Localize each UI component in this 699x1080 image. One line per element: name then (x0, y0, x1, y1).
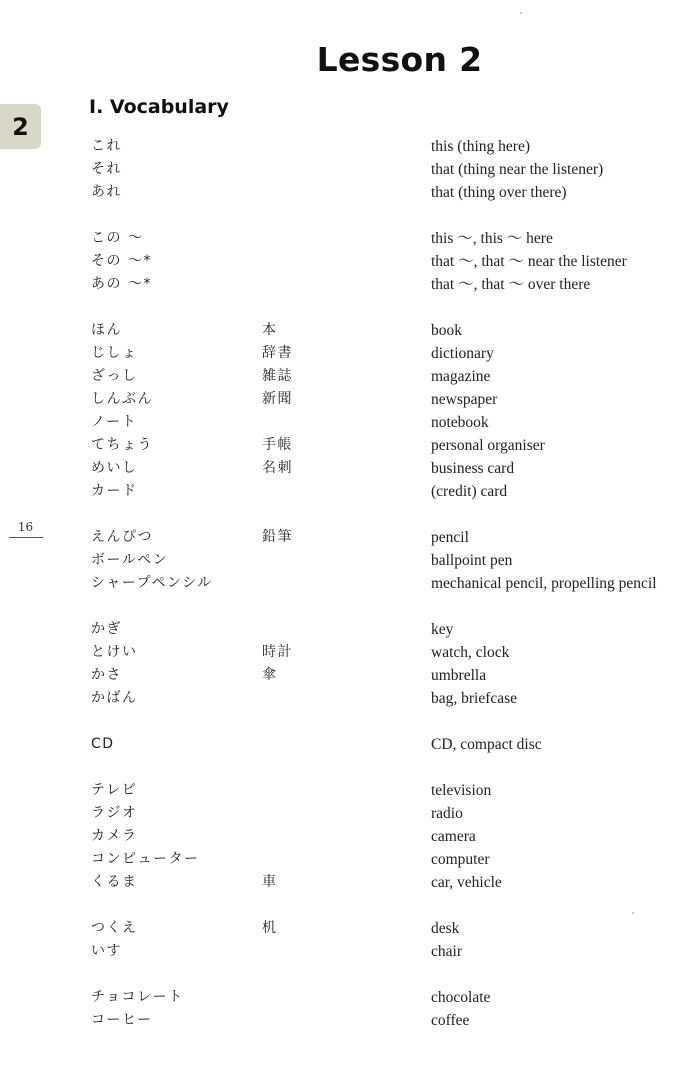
scan-speck (520, 12, 522, 14)
vocab-entry (91, 825, 691, 848)
vocab-kanji: 机 (262, 920, 278, 936)
vocab-entry (91, 664, 691, 687)
scan-speck (632, 912, 634, 914)
vocab-reading: その ～* (91, 253, 152, 269)
vocab-group (91, 135, 691, 204)
vocab-reading: ほん (91, 322, 122, 338)
vocab-entry (91, 871, 691, 894)
vocab-entry (91, 181, 691, 204)
vocab-kanji: 時計 (262, 644, 293, 660)
vocab-kanji: 車 (262, 874, 278, 890)
vocab-meaning: mechanical pencil, propelling pencil (431, 575, 657, 592)
vocab-entry (91, 986, 691, 1009)
vocab-meaning: this (thing here) (431, 138, 531, 155)
vocab-reading: ボールペン (91, 552, 169, 568)
vocab-reading: ラジオ (91, 805, 138, 821)
vocab-reading: ざっし (91, 368, 138, 384)
vocab-entry (91, 250, 691, 273)
vocab-meaning: notebook (431, 414, 489, 431)
vocab-entry (91, 641, 691, 664)
vocab-meaning: dictionary (431, 345, 494, 362)
vocab-kanji: 手帳 (262, 437, 293, 453)
section-heading: I. Vocabulary (89, 96, 229, 118)
vocab-entry (91, 940, 691, 963)
vocab-meaning: that (thing over there) (431, 184, 567, 201)
vocab-meaning: desk (431, 920, 460, 937)
vocab-reading: ノート (91, 414, 138, 430)
vocab-reading: つくえ (91, 920, 138, 936)
vocab-meaning: that (thing near the listener) (431, 161, 604, 178)
vocab-group (91, 319, 691, 503)
vocab-entry (91, 572, 691, 595)
vocab-meaning: that ～, that ～ near the listener (431, 253, 627, 270)
vocab-meaning: radio (431, 805, 463, 822)
vocab-meaning: chocolate (431, 989, 491, 1006)
vocab-kanji: 名刺 (262, 460, 293, 476)
vocab-entry (91, 802, 691, 825)
vocab-reading: いす (91, 943, 122, 959)
vocab-entry (91, 917, 691, 940)
vocab-entry (91, 158, 691, 181)
vocab-meaning: newspaper (431, 391, 498, 408)
vocab-group (91, 227, 691, 296)
page-number: 16 (17, 520, 34, 534)
vocab-entry (91, 526, 691, 549)
vocab-reading: カード (91, 483, 138, 499)
vocab-reading: コーヒー (91, 1012, 153, 1028)
vocab-kanji: 傘 (262, 667, 278, 683)
vocab-entry (91, 388, 691, 411)
vocab-meaning: (credit) card (431, 483, 508, 500)
vocab-group (91, 779, 691, 894)
vocab-reading: シャープペンシル (91, 575, 213, 591)
vocab-reading: それ (91, 161, 122, 177)
vocab-entry (91, 733, 691, 756)
vocab-reading: これ (91, 138, 122, 154)
vocab-entry (91, 411, 691, 434)
vocab-reading: コンピューター (91, 851, 200, 867)
vocab-reading: この ～ (91, 230, 144, 246)
vocab-group (91, 986, 691, 1032)
vocab-meaning: coffee (431, 1012, 470, 1029)
vocab-kanji: 鉛筆 (262, 529, 293, 545)
vocab-meaning: television (431, 782, 492, 799)
vocab-kanji: 雑誌 (262, 368, 293, 384)
vocab-meaning: car, vehicle (431, 874, 502, 891)
vocab-meaning: business card (431, 460, 515, 477)
vocab-reading: かばん (91, 690, 138, 706)
vocabulary-list (91, 135, 691, 1055)
vocab-reading: しんぶん (91, 391, 153, 407)
vocab-entry (91, 135, 691, 158)
vocab-entry (91, 434, 691, 457)
vocab-reading: てちょう (91, 437, 153, 453)
vocab-reading: チョコレート (91, 989, 184, 1005)
vocab-meaning: chair (431, 943, 462, 960)
vocab-kanji: 辞書 (262, 345, 293, 361)
vocab-kanji: 本 (262, 322, 278, 338)
lesson-number-label: 2 (12, 112, 29, 141)
vocab-meaning: umbrella (431, 667, 487, 684)
lesson-number-tab (0, 104, 41, 149)
page-number-rule (9, 537, 43, 538)
vocab-entry (91, 273, 691, 296)
vocab-entry (91, 319, 691, 342)
vocab-entry (91, 549, 691, 572)
vocab-reading: かぎ (91, 621, 122, 637)
vocab-meaning: bag, briefcase (431, 690, 518, 707)
vocab-entry (91, 618, 691, 641)
vocab-entry (91, 1009, 691, 1032)
vocab-reading: とけい (91, 644, 138, 660)
vocab-reading: あれ (91, 184, 122, 200)
vocab-meaning: this ～, this ～ here (431, 230, 553, 247)
vocab-reading: じしょ (91, 345, 138, 361)
vocab-group (91, 733, 691, 756)
vocab-reading: カメラ (91, 828, 138, 844)
vocab-group (91, 618, 691, 710)
vocab-entry (91, 480, 691, 503)
vocab-entry (91, 457, 691, 480)
vocab-kanji: 新聞 (262, 391, 293, 407)
vocab-meaning: camera (431, 828, 476, 845)
vocab-meaning: key (431, 621, 454, 638)
page-title: Lesson 2 (316, 40, 483, 79)
vocab-group (91, 917, 691, 963)
vocab-reading: CD (91, 736, 115, 752)
vocab-meaning: CD, compact disc (431, 736, 542, 753)
vocab-meaning: magazine (431, 368, 491, 385)
vocab-entry (91, 227, 691, 250)
vocab-reading: かさ (91, 667, 122, 683)
vocab-meaning: computer (431, 851, 490, 868)
vocab-entry (91, 779, 691, 802)
vocab-meaning: that ～, that ～ over there (431, 276, 591, 293)
vocab-meaning: pencil (431, 529, 469, 546)
vocab-reading: テレビ (91, 782, 138, 798)
vocab-meaning: personal organiser (431, 437, 545, 454)
vocab-entry (91, 342, 691, 365)
vocab-group (91, 526, 691, 595)
vocab-entry (91, 848, 691, 871)
vocab-meaning: watch, clock (431, 644, 510, 661)
vocab-meaning: book (431, 322, 462, 339)
vocab-meaning: ballpoint pen (431, 552, 513, 569)
vocab-reading: えんぴつ (91, 529, 153, 545)
vocab-reading: くるま (91, 874, 138, 890)
vocab-entry (91, 365, 691, 388)
vocab-entry (91, 687, 691, 710)
vocab-reading: あの ～* (91, 276, 152, 292)
vocab-reading: めいし (91, 460, 138, 476)
